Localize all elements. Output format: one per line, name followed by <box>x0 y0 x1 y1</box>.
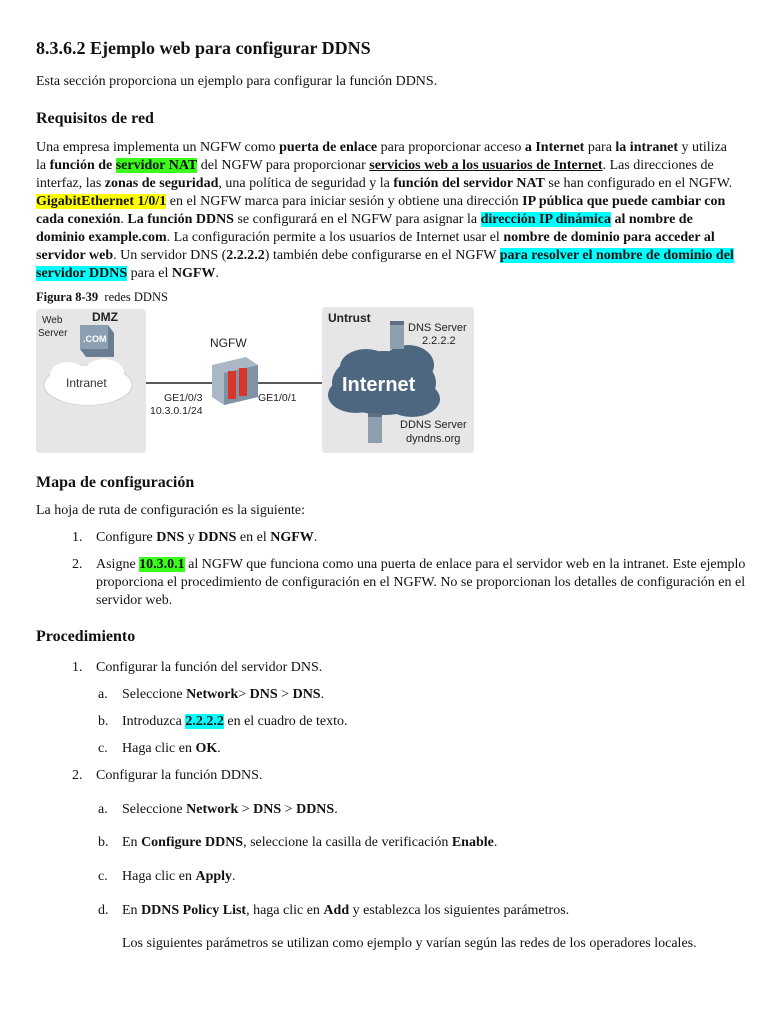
mapa-item-2: 2. Asigne 10.3.0.1 al NGFW que funciona como una puerta de enlace para el servidor web en la intranet. Este ejemplo proporciona el procedimiento de configuración en el NGFW. No se proporcionan los detalles de configuración en el servidor web. <box>72 557 746 608</box>
dns-server-label: DNS Server <box>408 322 467 334</box>
ngfw-label: NGFW <box>210 336 247 350</box>
proc-step-1c: c. Haga clic en OK. <box>98 741 221 756</box>
section-title: 8.3.6.2 Ejemplo web para configurar DDNS <box>36 38 371 58</box>
intranet-label: Intranet <box>66 376 107 390</box>
mapa-intro: La hoja de ruta de configuración es la siguiente: <box>36 503 306 518</box>
highlight-dns-ip: 2.2.2.2 <box>185 714 224 729</box>
web-server-label-line2: Server <box>38 328 68 339</box>
proc-step-2b: b. En Configure DDNS, seleccione la casilla de verificación Enable. <box>98 835 498 850</box>
highlight-nat-server: servidor NAT <box>115 158 198 173</box>
procedimiento-heading: Procedimiento <box>36 628 136 645</box>
highlight-dynamic-ip: dirección IP dinámica <box>480 212 611 227</box>
highlight-ddns-resolve: para resolver el nombre de dominio del servidor DDNS <box>36 248 734 281</box>
proc-step-2d: d. En DDNS Policy List, haga clic en Add y establezca los siguientes parámetros. <box>98 903 570 918</box>
section-intro: Esta sección proporciona un ejemplo para configurar la función DDNS. <box>36 74 438 89</box>
proc-step-2a: a. Seleccione Network > DNS > DDNS. <box>98 802 338 817</box>
dns-server-icon <box>390 321 404 349</box>
highlight-ip: 10.3.0.1 <box>139 557 185 572</box>
proc-step-1b: b. Introduzca 2.2.2.2 en el cuadro de texto. <box>98 714 348 729</box>
dmz-label: DMZ <box>92 310 118 324</box>
highlight-interface: GigabitEthernet 1/0/1 <box>36 194 167 209</box>
internet-label: Internet <box>342 374 416 396</box>
proc-step-1: 1. Configurar la función del servidor DNS. <box>72 660 323 675</box>
proc-step-2: 2. Configurar la función DDNS. <box>72 768 263 783</box>
requisitos-heading: Requisitos de red <box>36 110 154 127</box>
ge101-label: GE1/0/1 <box>258 392 297 404</box>
untrust-label: Untrust <box>328 311 371 325</box>
web-server-label-line1: Web <box>42 315 63 326</box>
proc-step-1a: a. Seleccione Network> DNS > DNS. <box>98 687 325 702</box>
proc-note: Los siguientes parámetros se utilizan como ejemplo y varían según las redes de los operadores locales. <box>122 936 697 951</box>
ddns-server-icon <box>368 413 382 443</box>
network-diagram <box>36 303 476 455</box>
ge103-label: GE1/0/3 <box>164 392 203 404</box>
dns-ip-label: 2.2.2.2 <box>422 335 456 347</box>
proc-step-2c: c. Haga clic en Apply. <box>98 869 236 884</box>
ddns-server-label: DDNS Server <box>400 419 467 431</box>
web-server-icon <box>80 325 114 357</box>
mapa-item-1: 1. Configure DNS y DDNS en el NGFW. <box>72 530 318 545</box>
ngfw-ip-label: 10.3.0.1/24 <box>150 405 203 417</box>
ddns-host-label: dyndns.org <box>406 433 461 445</box>
figure-caption: Figura 8-39 redes DDNS <box>36 290 168 304</box>
com-label: .COM <box>83 334 107 344</box>
mapa-heading: Mapa de configuración <box>36 474 195 491</box>
requisitos-paragraph: Una empresa implementa un NGFW como puerta de enlace para proporcionar acceso a Internet para la intranet y utiliza la función de servidor NAT del NGFW para proporcionar servicios web a los usuarios de Internet. Las direcciones de interfaz, las zonas de seguridad, una política de seguridad y la función del servidor NAT se han configurado en el NGFW. GigabitEthernet 1/0/1 en el NGFW marca para iniciar sesión y obtiene una dirección IP pública que puede cambiar con cada conexión. La función DDNS se configurará en el NGFW para asignar la dirección IP dinámica al nombre de dominio example.com. La configuración permite a los usuarios de Internet usar el nombre de dominio para acceder al servidor web. Un servidor DNS (2.2.2.2) también debe configurarse en el NGFW para resolver el nombre de dominio del servidor DDNS para el NGFW. <box>36 140 734 281</box>
firewall-icon <box>212 357 258 405</box>
